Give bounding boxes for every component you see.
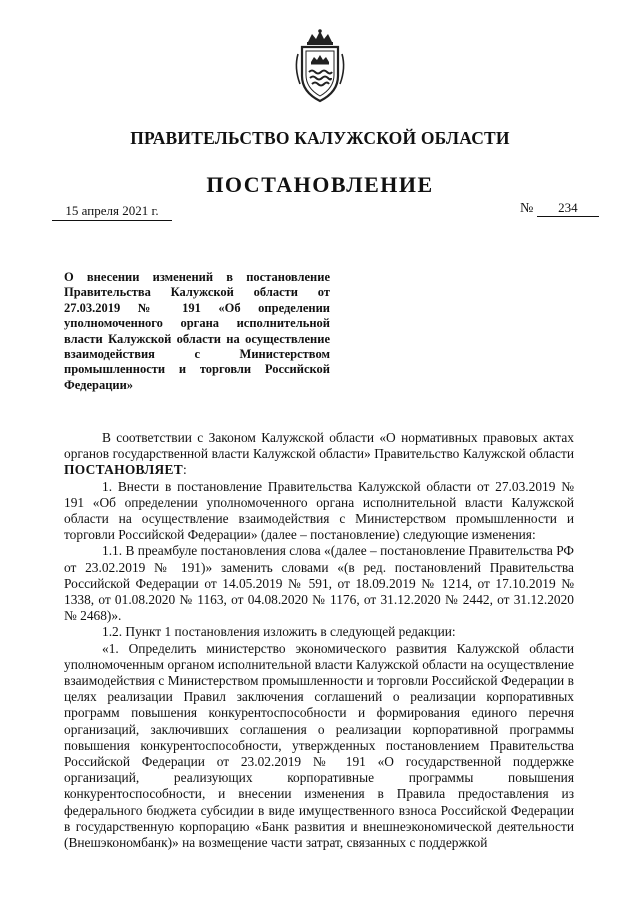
document-subject: О внесении изменений в постановление Правительства Калужской области от 27.03.2019 № 191 «Об определении уполномоченного органа исполнительной власти Калужской области на осуществление взаимодействия с Министерством промышленности и торговли Российской Федерации» [64,270,330,392]
document-body [64,430,574,851]
number-value: 234 [537,200,599,217]
preamble-paragraph [64,430,574,479]
document-type-title: ПОСТАНОВЛЕНИЕ [206,172,434,197]
clause-1-2-text: «1. Определить министерство экономического развития Калужской области уполномоченным органом исполнительной власти Калужской области на осуществление взаимодействия с Министерством промышленности и торговли Российской Федерации в целях реализации Правил заключения соглашений о реализации корпоративных программ повышения конкурентоспособности и формирования единого перечня организаций, заключивших соглашения о реализации корпоративной программы повышения конкурентоспособности, утвержденных постановлением Правительства Российской Федерации от 23.02.2019 № 191 «О государственной поддержке организаций, реализующих корпоративные программы повышения конкурентоспособности, и внесении изменения в Правила предоставления из федерального бюджета субсидии в виде имущественного взноса Российской Федерации в государственную корпорацию «Банк развития и внешнеэкономической деятельности (Внешэкономбанк)» на возмещение части затрат, связанных с поддержкой [64,640,574,851]
clause-1-2: 1.2. Пункт 1 постановления изложить в следующей редакции: [102,624,456,640]
number-sign: № [520,201,534,216]
resolves-keyword: ПОСТАНОВЛЯЕТ [64,462,183,478]
document-date: 15 апреля 2021 г. [52,203,172,221]
preamble-colon: : [182,462,187,478]
coat-of-arms-emblem [292,28,348,104]
clause-1: 1. Внести в постановление Правительства Калужской области от 27.03.2019 № 191 «Об определении уполномоченного органа исполнительной власти Калужской области на осуществление взаимодействия с Министерством промышленности и торговли Российской Федерации» (далее – постановление) следующие изменения: [64,478,574,543]
government-title: ПРАВИТЕЛЬСТВО КАЛУЖСКОЙ ОБЛАСТИ [130,128,510,148]
document-number [520,200,599,217]
preamble-text: В соответствии с Законом Калужской области «О нормативных правовых актах органов государственной власти Калужской области» Правительство Калужской области [64,430,574,462]
clause-1-1: 1.1. В преамбуле постановления слова «(далее – постановление Правительства РФ от 23.02.2019 № 191)» заменить словами «(в ред. постановлений Правительства Российской Федерации от 14.05.2019 № 591, от 18.09.2019 № 1214, от 17.10.2019 № 1338, от 01.08.2020 № 1163, от 04.08.2020 № 1176, от 31.12.2020 № 2442, от 31.12.2020 № 2468)». [64,543,574,624]
